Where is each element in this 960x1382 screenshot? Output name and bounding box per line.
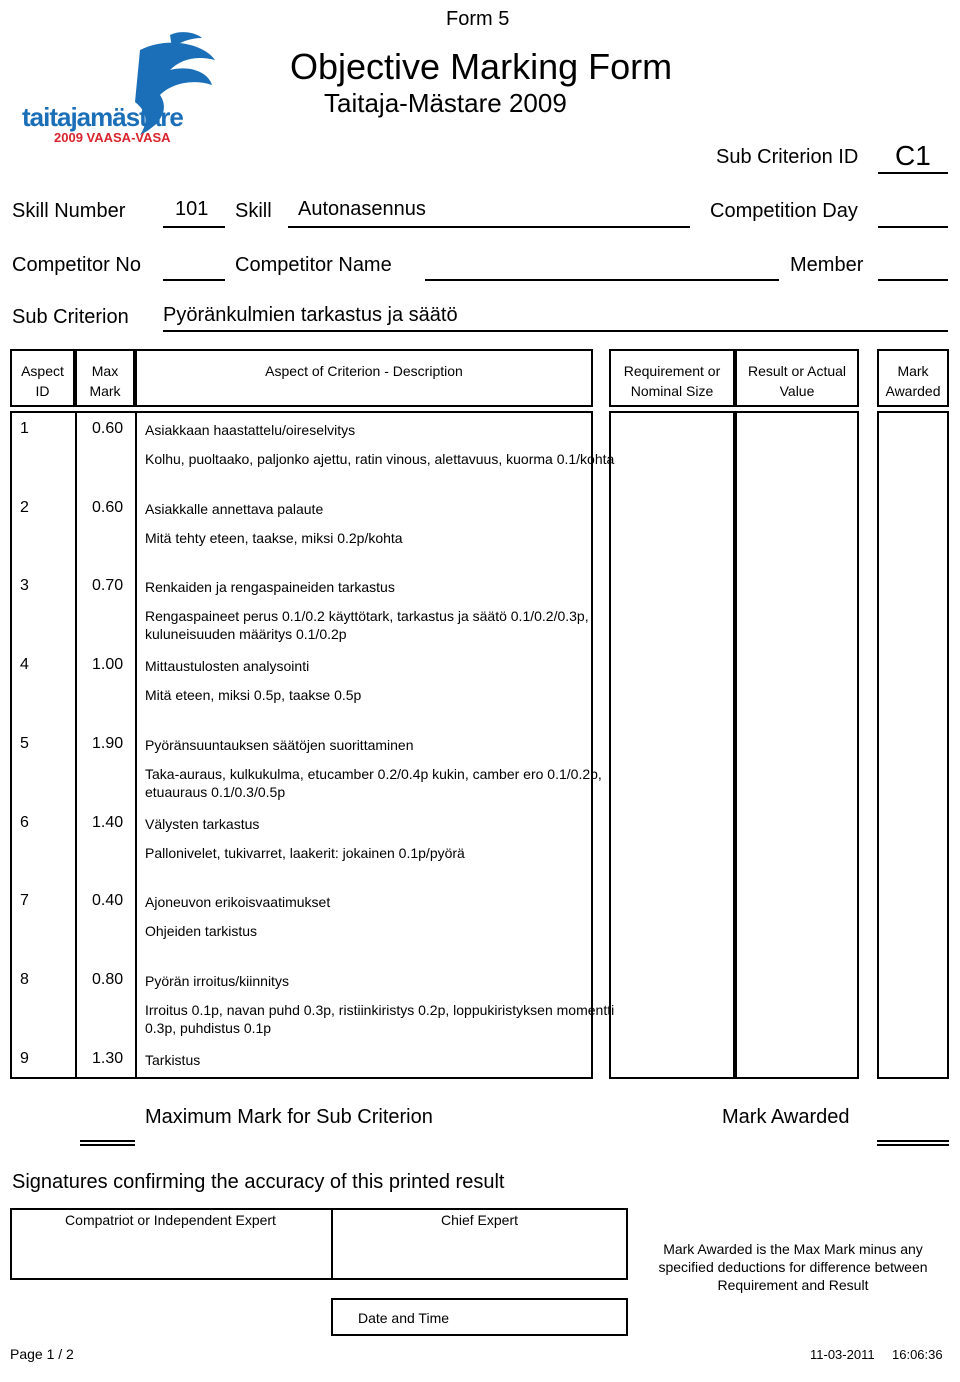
table-divider-aspect bbox=[75, 411, 77, 1079]
result-column[interactable] bbox=[735, 411, 859, 1079]
competitor-no-field[interactable] bbox=[163, 279, 225, 281]
sub-criterion-underline bbox=[163, 330, 948, 332]
logo-wordmark: taitajamästare bbox=[22, 102, 183, 132]
aspect-description: Kolhu, puoltaako, paljonko ajettu, ratin vinous, alettavuus, kuorma 0.1/kohta bbox=[145, 451, 615, 467]
aspect-title: Asiakkalle annettava palaute bbox=[145, 501, 324, 517]
sub-criterion-id-underline bbox=[878, 172, 948, 174]
header-description-label: Aspect of Criterion - Description bbox=[265, 363, 463, 379]
aspect-description: Irroitus 0.1p, navan puhd 0.3p, ristiinkiristys 0.2p, loppukiristyksen momentti 0.3p, puhdistus 0.1p bbox=[145, 1002, 615, 1036]
signatures-title: Signatures confirming the accuracy of this printed result bbox=[12, 1171, 505, 1193]
page-title: Objective Marking Form bbox=[290, 46, 673, 87]
skill-number-value: 101 bbox=[175, 198, 209, 220]
header-mark-awarded-l2: Awarded bbox=[885, 383, 941, 399]
table-divider-max bbox=[135, 411, 137, 1079]
mark-awarded-column[interactable] bbox=[877, 411, 949, 1079]
competition-day-field[interactable] bbox=[878, 226, 948, 228]
aspect-id: 2 bbox=[20, 499, 29, 516]
header-requirement-l2: Nominal Size bbox=[630, 383, 714, 399]
aspect-description: Taka-auraus, kulkukulma, etucamber 0.2/0.4p kukin, camber ero 0.1/0.2p, etuauraus 0.1/0.3/0.5p bbox=[145, 766, 602, 800]
max-mark: 1.00 bbox=[92, 656, 124, 673]
mark-awarded-total-label: Mark Awarded bbox=[722, 1106, 850, 1128]
aspect-title: Tarkistus bbox=[145, 1052, 201, 1068]
max-mark: 0.60 bbox=[92, 420, 124, 437]
competitor-no-label: Competitor No bbox=[12, 254, 141, 276]
aspect-description: Pallonivelet, tukivarret, laakerit: jokainen 0.1p/pyörä bbox=[145, 845, 465, 861]
skill-label: Skill bbox=[235, 200, 272, 222]
skill-number-underline bbox=[163, 226, 225, 228]
aspect-id: 6 bbox=[20, 814, 29, 831]
aspect-id: 5 bbox=[20, 735, 29, 752]
max-mark: 0.80 bbox=[92, 971, 124, 988]
max-mark: 1.90 bbox=[92, 735, 124, 752]
aspect-title: Pyöränsuuntauksen säätöjen suorittaminen bbox=[145, 737, 414, 753]
logo bbox=[20, 30, 220, 150]
aspect-id: 3 bbox=[20, 577, 29, 594]
max-mark-label: Maximum Mark for Sub Criterion bbox=[145, 1106, 433, 1128]
aspect-id: 1 bbox=[20, 420, 29, 437]
skill-number-label: Skill Number bbox=[12, 200, 126, 222]
aspect-id: 8 bbox=[20, 971, 29, 988]
date-time-label: Date and Time bbox=[357, 1310, 450, 1326]
header-aspect-id-l1: Aspect bbox=[21, 363, 64, 379]
aspect-description: Ohjeiden tarkistus bbox=[145, 923, 258, 939]
aspect-title: Mittaustulosten analysointi bbox=[145, 658, 310, 674]
max-mark: 1.40 bbox=[92, 814, 124, 831]
header-mark-awarded-l1: Mark bbox=[897, 363, 929, 379]
page-subtitle: Taitaja-Mästare 2009 bbox=[324, 88, 567, 118]
form-label: Form 5 bbox=[446, 8, 510, 30]
mark-awarded-note: Mark Awarded is the Max Mark minus any specified deductions for difference between Requirement and Result bbox=[658, 1241, 928, 1293]
sub-criterion-id-value: C1 bbox=[895, 140, 931, 171]
max-mark: 0.40 bbox=[92, 892, 124, 909]
header-result-l2: Value bbox=[779, 383, 815, 399]
aspect-title: Asiakkaan haastattelu/oireselvitys bbox=[145, 422, 356, 438]
header-max-mark-l1: Max bbox=[91, 363, 119, 379]
competitor-name-field[interactable] bbox=[425, 279, 779, 281]
max-mark-total-field bbox=[80, 1140, 135, 1146]
aspect-description: Mitä tehty eteen, taakse, miksi 0.2p/kohta bbox=[145, 530, 403, 546]
page-number: Page 1 / 2 bbox=[10, 1346, 74, 1362]
sub-criterion-label: Sub Criterion bbox=[12, 306, 129, 328]
compatriot-label: Compatriot or Independent Expert bbox=[65, 1212, 276, 1228]
chief-expert-label: Chief Expert bbox=[440, 1212, 519, 1228]
sub-criterion-id-label: Sub Criterion ID bbox=[716, 146, 859, 168]
sub-criterion-value: Pyöränkulmien tarkastus ja säätö bbox=[163, 304, 458, 326]
member-label: Member bbox=[790, 254, 864, 276]
aspect-title: Pyörän irroitus/kiinnitys bbox=[145, 973, 289, 989]
aspect-title: Renkaiden ja rengaspaineiden tarkastus bbox=[145, 579, 395, 595]
member-field[interactable] bbox=[878, 279, 948, 281]
skill-value: Autonasennus bbox=[298, 198, 426, 220]
competition-day-label: Competition Day bbox=[710, 200, 858, 222]
requirement-column[interactable] bbox=[609, 411, 735, 1079]
max-mark: 0.70 bbox=[92, 577, 124, 594]
max-mark: 0.60 bbox=[92, 499, 124, 516]
max-mark: 1.30 bbox=[92, 1050, 124, 1067]
header-aspect-id-l2: ID bbox=[35, 383, 50, 399]
header-result-l1: Result or Actual bbox=[747, 363, 847, 379]
skill-underline bbox=[288, 226, 690, 228]
aspect-id: 7 bbox=[20, 892, 29, 909]
aspect-id: 9 bbox=[20, 1050, 29, 1067]
print-time: 16:06:36 bbox=[892, 1347, 943, 1362]
aspect-description: Rengaspaineet perus 0.1/0.2 käyttötark, tarkastus ja säätö 0.1/0.2/0.3p, kuluneisuuden määritys 0.1/0.2p bbox=[145, 608, 589, 642]
header-requirement-l1: Requirement or bbox=[623, 363, 721, 379]
print-date: 11-03-2011 bbox=[810, 1347, 875, 1362]
aspect-title: Välysten tarkastus bbox=[145, 816, 260, 832]
header-max-mark-l2: Mark bbox=[89, 383, 121, 399]
aspect-description: Mitä eteen, miksi 0.5p, taakse 0.5p bbox=[145, 687, 362, 703]
aspect-title: Ajoneuvon erikoisvaatimukset bbox=[145, 894, 331, 910]
mark-awarded-total-field[interactable] bbox=[877, 1140, 949, 1146]
competitor-name-label: Competitor Name bbox=[235, 254, 392, 276]
logo-event: 2009 VAASA-VASA bbox=[54, 130, 171, 145]
aspect-id: 4 bbox=[20, 656, 29, 673]
